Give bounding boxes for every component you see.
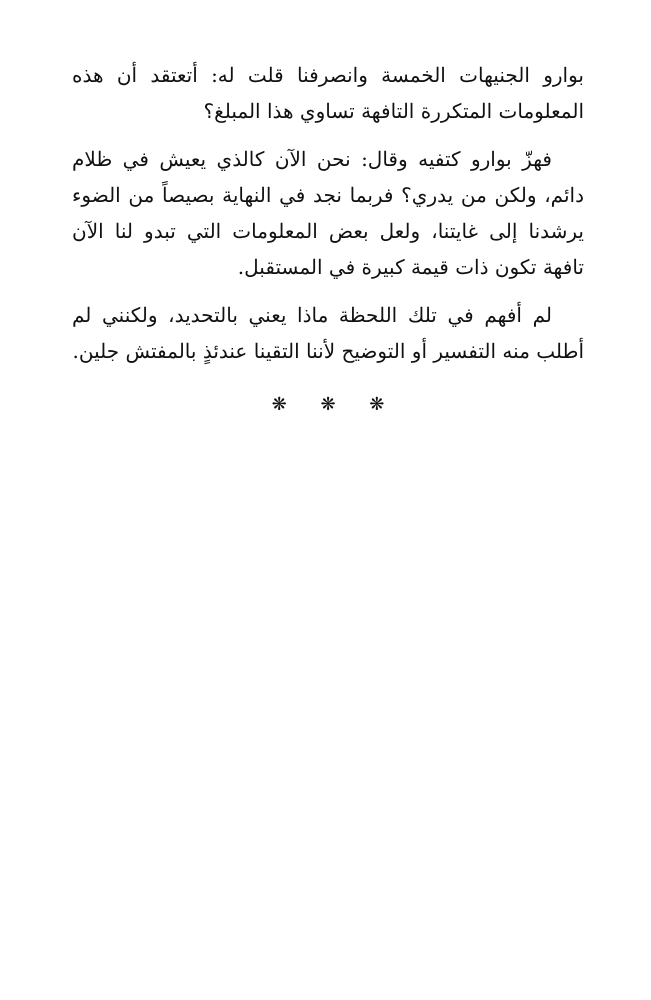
paragraph-3: لم أفهم في تلك اللحظة ماذا يعني بالتحديد، ولكنني لم أطلب منه التفسير أو التوضيح لأننا التقينا عندئذٍ بالمفتش جلين. bbox=[72, 303, 584, 363]
paragraph-1: بوارو الجنيهات الخمسة وانصرفنا قلت له: أتعتقد أن هذه المعلومات المتكررة التافهة تساوي هذا المبلغ؟ bbox=[72, 63, 584, 123]
section-separator: ❋ ❋ ❋ bbox=[271, 394, 399, 415]
book-page bbox=[72, 57, 584, 423]
paragraph-2: فهزّ بوارو كتفيه وقال: نحن الآن كالذي يعيش في ظلام دائم، ولكن من يدري؟ فربما نجد في النهاية بصيصاً من الضوء يرشدنا إلى غايتنا، ولعل بعض المعلومات التي تبدو لنا الآن تافهة تكون ذات قيمة كبيرة في المستقبل. bbox=[72, 147, 584, 279]
